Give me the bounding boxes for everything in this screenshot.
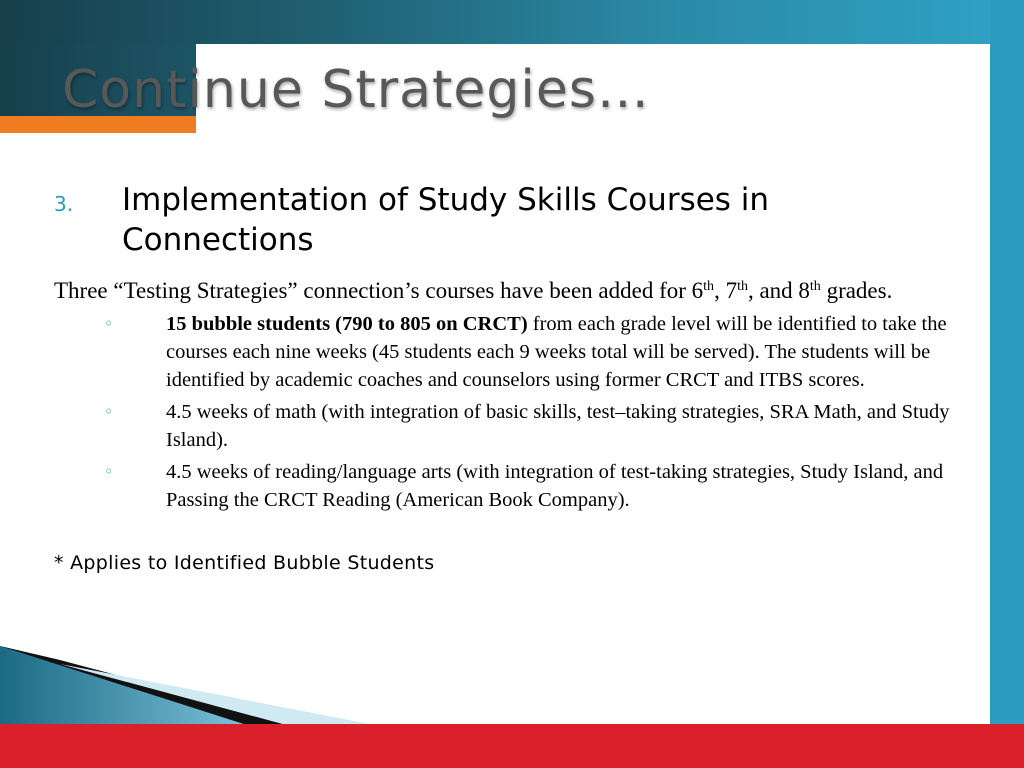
bullet-text: from each grade level will be identified to take the courses each nine weeks (45 students each 9 weeks total will be served). The students will be identified by academic coaches and counselors using former CRCT and ITBS scores. — [166, 313, 947, 391]
intro-paragraph — [54, 276, 954, 306]
superscript: th — [737, 279, 748, 294]
item-heading: Implementation of Study Skills Courses in Connections — [122, 182, 770, 258]
bullet-item — [54, 458, 954, 514]
right-accent-bar — [990, 0, 1024, 768]
superscript: th — [809, 279, 821, 294]
slide-title: Continue Strategies… — [62, 60, 650, 120]
bullet-list — [54, 310, 954, 514]
numbered-item — [54, 180, 954, 260]
bullet-text: 4.5 weeks of reading/language arts (with integration of test-taking strategies, Study Island, and Passing the CRCT Reading (American Book Company). — [166, 461, 944, 511]
intro-text: , 7 — [714, 278, 738, 303]
slide-content — [54, 180, 954, 574]
bullet-item — [54, 310, 954, 394]
intro-text: , and 8 — [747, 278, 810, 303]
intro-text: Three “Testing Strategies” connection’s courses have been added for 6 — [54, 278, 704, 303]
bullet-text: 4.5 weeks of math (with integration of basic skills, test–taking strategies, SRA Math, and Study Island). — [166, 401, 950, 451]
bullet-bold-text: 15 bubble students (790 to 805 on CRCT) — [166, 313, 528, 335]
decorative-swoosh — [0, 646, 380, 726]
footnote: * Applies to Identified Bubble Students — [54, 552, 435, 574]
bullet-icon: ◦ — [104, 462, 114, 481]
bottom-red-band — [0, 724, 1024, 768]
superscript: th — [703, 279, 715, 294]
bullet-icon: ◦ — [104, 402, 114, 421]
bullet-icon: ◦ — [104, 314, 114, 333]
item-number: 3. — [54, 192, 74, 216]
intro-text: grades. — [820, 278, 893, 303]
bullet-item — [54, 398, 954, 454]
